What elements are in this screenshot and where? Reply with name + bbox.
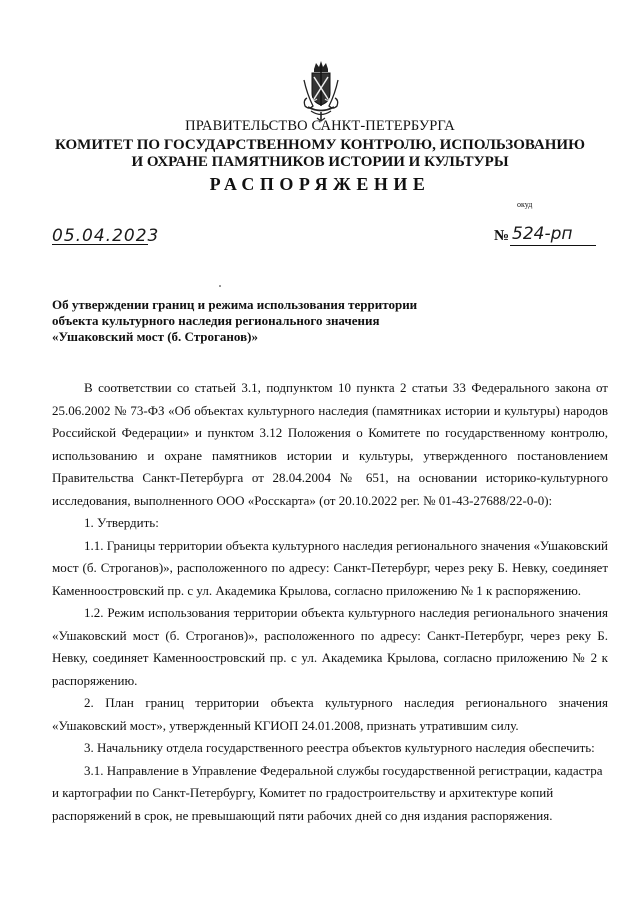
subject-line-3: «Ушаковский мост (б. Строганов)»: [52, 329, 258, 344]
government-name: ПРАВИТЕЛЬСТВО САНКТ-ПЕТЕРБУРГА: [185, 118, 455, 134]
paragraph-1-2: 1.2. Режим использования территории объекта культурного наследия регионального значения «Ушаковский мост (б. Строганов)», расположенного по адресу: Санкт-Петербург, через реку Б. Невку, соединяет Каменноостровский пр. с ул. Академика Крылова, согласно приложению № 2 к распоряжению.: [52, 605, 608, 688]
coat-of-arms-icon: [301, 60, 341, 122]
committee-name-line-1: КОМИТЕТ ПО ГОСУДАРСТВЕННОМУ КОНТРОЛЮ, ИСПОЛЬЗОВАНИЮ: [55, 137, 585, 153]
subject-line-1: Об утверждении границ и режима использования территории: [52, 297, 418, 312]
committee-name-line-2: И ОХРАНЕ ПАМЯТНИКОВ ИСТОРИИ И КУЛЬТУРЫ: [131, 154, 509, 170]
okud-label: окуд: [517, 200, 533, 209]
scan-speck: [219, 285, 221, 287]
paragraph-1-1: 1.1. Границы территории объекта культурного наследия регионального значения «Ушаковский мост (б. Строганов)», расположенного по адресу: Санкт-Петербург, через реку Б. Невку, соединяет Каменноостровский пр. с ул. Академика Крылова, согласно приложению № 1 к распоряжению.: [52, 537, 608, 598]
subject-line-2: объекта культурного наследия регионального значения: [52, 313, 380, 328]
document-date: 05.04.2023: [52, 226, 160, 246]
document-body: [52, 377, 608, 827]
paragraph-preamble: В соответствии со статьей 3.1, подпунктом 10 пункта 2 статьи 33 Федерального закона от 25.06.2002 № 73-ФЗ «Об объектах культурного наследия (памятниках истории и культуры) народов Российской Федерации» и пунктом 3.12 Положения о Комитете по государственному контролю, использованию и охране памятников истории и культуры, утвержденного постановлением Правительства Санкт-Петербурга от 28.04.2004 № 651, на основании историко-культурного исследования, выполненного ООО «Росскарта» (от 20.10.2022 рег. № 01-43-27688/22-0-0):: [52, 380, 608, 508]
paragraph-1: 1. Утвердить:: [84, 515, 159, 530]
document-number: 524-рп: [512, 224, 573, 244]
paragraph-2: 2. План границ территории объекта культурного наследия регионального значения «Ушаковский мост», утвержденный КГИОП 24.01.2008, признать утратившим силу.: [52, 695, 608, 733]
date-underline: [52, 244, 148, 245]
number-label: №: [494, 228, 510, 244]
paragraph-3: 3. Начальнику отдела государственного реестра объектов культурного наследия обеспечить:: [84, 740, 595, 755]
document-subject: [52, 297, 452, 345]
paragraph-3-1: 3.1. Направление в Управление Федеральной службы государственной регистрации, кадастра и картографии по Санкт-Петербургу, Комитет по градостроительству и архитектуре копий распоряжений в срок, не превышающий пяти рабочих дней со дня издания распоряжения.: [52, 762, 603, 823]
number-underline: [510, 245, 596, 246]
document-type: РАСПОРЯЖЕНИЕ: [209, 174, 431, 194]
